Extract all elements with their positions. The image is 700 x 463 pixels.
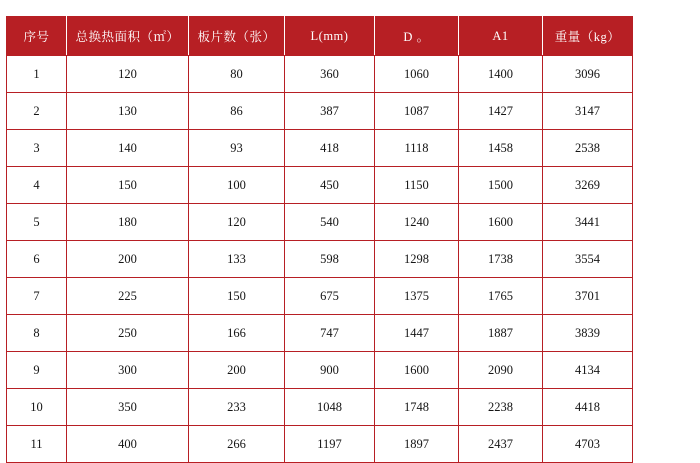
cell-area: 180	[67, 204, 189, 241]
cell-plates: 93	[189, 130, 285, 167]
cell-weight: 4418	[543, 389, 633, 426]
cell-index: 7	[7, 278, 67, 315]
cell-length: 675	[285, 278, 375, 315]
cell-plates: 150	[189, 278, 285, 315]
cell-plates: 166	[189, 315, 285, 352]
cell-index: 9	[7, 352, 67, 389]
cell-index: 1	[7, 56, 67, 93]
table-body	[7, 56, 633, 463]
cell-a1: 2238	[459, 389, 543, 426]
table-row	[7, 167, 633, 204]
column-header-total-heat-exchange-area: 总换热面积（㎡）	[67, 17, 189, 56]
cell-area: 200	[67, 241, 189, 278]
cell-index: 5	[7, 204, 67, 241]
cell-weight: 3147	[543, 93, 633, 130]
column-header-index: 序号	[7, 17, 67, 56]
cell-index: 6	[7, 241, 67, 278]
cell-weight: 3441	[543, 204, 633, 241]
cell-area: 250	[67, 315, 189, 352]
cell-plates: 120	[189, 204, 285, 241]
cell-weight: 3701	[543, 278, 633, 315]
table-header-row	[7, 17, 633, 56]
cell-a1: 1500	[459, 167, 543, 204]
cell-plates: 266	[189, 426, 285, 463]
cell-diameter: 1118	[375, 130, 459, 167]
cell-area: 300	[67, 352, 189, 389]
table-row	[7, 241, 633, 278]
cell-plates: 80	[189, 56, 285, 93]
cell-diameter: 1240	[375, 204, 459, 241]
cell-length: 747	[285, 315, 375, 352]
cell-index: 8	[7, 315, 67, 352]
table-row	[7, 389, 633, 426]
cell-length: 1197	[285, 426, 375, 463]
cell-index: 10	[7, 389, 67, 426]
cell-plates: 233	[189, 389, 285, 426]
cell-index: 4	[7, 167, 67, 204]
cell-length: 900	[285, 352, 375, 389]
cell-weight: 3096	[543, 56, 633, 93]
cell-weight: 4134	[543, 352, 633, 389]
table-row	[7, 204, 633, 241]
table-row	[7, 56, 633, 93]
cell-plates: 100	[189, 167, 285, 204]
cell-weight: 2538	[543, 130, 633, 167]
cell-area: 120	[67, 56, 189, 93]
cell-diameter: 1150	[375, 167, 459, 204]
cell-area: 130	[67, 93, 189, 130]
cell-area: 150	[67, 167, 189, 204]
cell-diameter: 1060	[375, 56, 459, 93]
cell-weight: 4703	[543, 426, 633, 463]
cell-plates: 133	[189, 241, 285, 278]
column-header-weight: 重量（kg）	[543, 17, 633, 56]
column-header-plate-count: 板片数（张）	[189, 17, 285, 56]
cell-a1: 1765	[459, 278, 543, 315]
table-header	[7, 17, 633, 56]
column-header-a1: A1	[459, 17, 543, 56]
cell-length: 387	[285, 93, 375, 130]
cell-length: 540	[285, 204, 375, 241]
cell-area: 140	[67, 130, 189, 167]
cell-diameter: 1298	[375, 241, 459, 278]
cell-diameter: 1600	[375, 352, 459, 389]
table-row	[7, 93, 633, 130]
cell-weight: 3269	[543, 167, 633, 204]
cell-area: 400	[67, 426, 189, 463]
cell-a1: 2090	[459, 352, 543, 389]
column-header-diameter: D 。	[375, 17, 459, 56]
cell-plates: 86	[189, 93, 285, 130]
cell-plates: 200	[189, 352, 285, 389]
cell-area: 350	[67, 389, 189, 426]
cell-weight: 3839	[543, 315, 633, 352]
cell-length: 598	[285, 241, 375, 278]
table-row	[7, 426, 633, 463]
cell-weight: 3554	[543, 241, 633, 278]
table-row	[7, 352, 633, 389]
cell-diameter: 1375	[375, 278, 459, 315]
specification-table	[6, 16, 633, 463]
cell-index: 2	[7, 93, 67, 130]
cell-a1: 2437	[459, 426, 543, 463]
cell-diameter: 1748	[375, 389, 459, 426]
cell-length: 360	[285, 56, 375, 93]
cell-area: 225	[67, 278, 189, 315]
cell-index: 3	[7, 130, 67, 167]
cell-a1: 1738	[459, 241, 543, 278]
cell-diameter: 1897	[375, 426, 459, 463]
cell-index: 11	[7, 426, 67, 463]
cell-a1: 1458	[459, 130, 543, 167]
cell-length: 450	[285, 167, 375, 204]
table-row	[7, 130, 633, 167]
column-header-length: L(mm)	[285, 17, 375, 56]
cell-a1: 1400	[459, 56, 543, 93]
cell-a1: 1887	[459, 315, 543, 352]
cell-a1: 1427	[459, 93, 543, 130]
cell-diameter: 1447	[375, 315, 459, 352]
cell-diameter: 1087	[375, 93, 459, 130]
cell-a1: 1600	[459, 204, 543, 241]
cell-length: 418	[285, 130, 375, 167]
cell-length: 1048	[285, 389, 375, 426]
table-row	[7, 278, 633, 315]
table-row	[7, 315, 633, 352]
